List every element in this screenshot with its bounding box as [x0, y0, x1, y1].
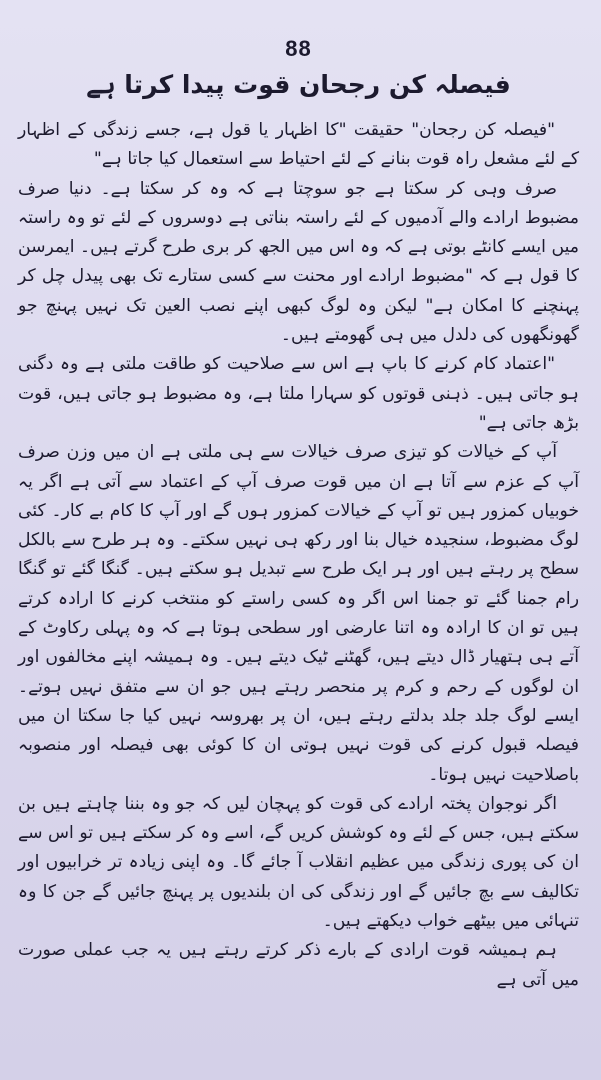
chapter-title: فیصلہ کن رجحان قوت پیدا کرتا ہے [86, 70, 511, 99]
paragraph-weak-thoughts: آپ کے خیالات کو تیزی صرف خیالات سے ہی ملتی ہے ان میں وزن صرف آپ کے عزم سے آتا ہے ان میں قوت صرف آپ کے اعتماد سے آتی ہے اگر یہ خوبیاں کمزور ہیں تو آپ کے خیالات کمزور ہوں گے اور آپ کا کام بے کار۔ کئی لوگ مضبوط، سنجیدہ خیال بنا اور رکھ ہی نہیں سکتے۔ وہ ہر طرح سے بالکل سطح پر رہتے ہیں اور ہر ایک طرح سے تبدیل ہو سکتے ہیں۔ گنگا گئے تو گنگا رام جمنا گئے تو جمنا اس اگر وہ کسی راستے کو منتخب کرنے کا ارادہ کرتے ہیں تو ان کا ارادہ وہ اتنا عارضی اور سطحی ہوتا ہے کہ وہ پہلی رکاوٹ کے آتے ہی ہتھیار ڈال دیتے ہیں، گھٹنے ٹیک دیتے ہیں۔ وہ ہمیشہ اپنے مخالفوں اور ان لوگوں کے رحم و کرم پر منحصر رہتے ہیں جو ان سے متفق نہیں ہوتے۔ ایسے لوگ جلد جلد بدلتے رہتے ہیں، ان پر بھروسہ نہیں کیا جا سکتا ان میں فیصلہ قبول کرنے کی قوت نہیں ہوتی ان کا کوئی بھی فیصلہ اور منصوبہ باصلاحیت نہیں ہوتا۔ [18, 442, 579, 785]
paragraph-confidence-quote: "اعتماد کام کرنے کا باپ ہے اس سے صلاحیت کو طاقت ملتی ہے وہ دگنی ہو جاتی ہیں۔ ذہنی قوتوں کو سہارا ملتا ہے، وہ مضبوط ہو جاتی ہیں، قوت بڑھ جاتی ہے" [18, 354, 579, 433]
page-number: 88 [285, 36, 312, 61]
paragraph-youth-resolve: اگر نوجوان پختہ ارادے کی قوت کو پہچان لیں کہ جو وہ بننا چاہتے ہیں بن سکتے ہیں، جس کے لئے وہ کوشش کریں گے، اسے وہ کر سکتے ہیں تو اس سے ان کی پوری زندگی میں عظیم انقلاب آ جائے گا۔ وہ اپنی زیادہ تر خرابیوں اور تکالیف سے بچ جائیں گے اور زندگی کی ان بلندیوں پر پہنچ جائیں گے جن کا وہ تنہائی میں بیٹھے خواب دیکھتے ہیں۔ [18, 793, 579, 932]
body-text [18, 116, 579, 995]
paragraph-willpower: ہم ہمیشہ قوت ارادی کے بارے ذکر کرتے رہتے ہیں یہ جب عملی صورت میں آتی ہے [18, 940, 579, 990]
paragraph-definition-quote: "فیصلہ کن رجحان" حقیقت "کا اظہار یا قول ہے، جسے زندگی کے اظہار کے لئے مشعل راہ قوت بنانے کے لئے احتیاط سے استعمال کیا جاتا ہے" [18, 120, 579, 170]
paragraph-strong-will: صرف وہی کر سکتا ہے جو سوچتا ہے کہ وہ کر سکتا ہے۔ دنیا صرف مضبوط ارادے والے آدمیوں کے لئے راستہ بناتی ہے دوسروں کے لئے تو وہ راستہ میں ایسے کانٹے بوتی ہے کہ وہ اس میں الجھ کر بری طرح گرتے ہیں۔ ایمرسن کا قول ہے کہ "مضبوط ارادے اور محنت سے کسی ستارے تک بھی پیدل چل کر پہنچنے کا امکان ہے" لیکن وہ لوگ کبھی اپنے نصب العین تک نہیں پہنچ جو گھونگھوں کی دلدل میں ہی گھومتے ہیں۔ [18, 178, 579, 346]
